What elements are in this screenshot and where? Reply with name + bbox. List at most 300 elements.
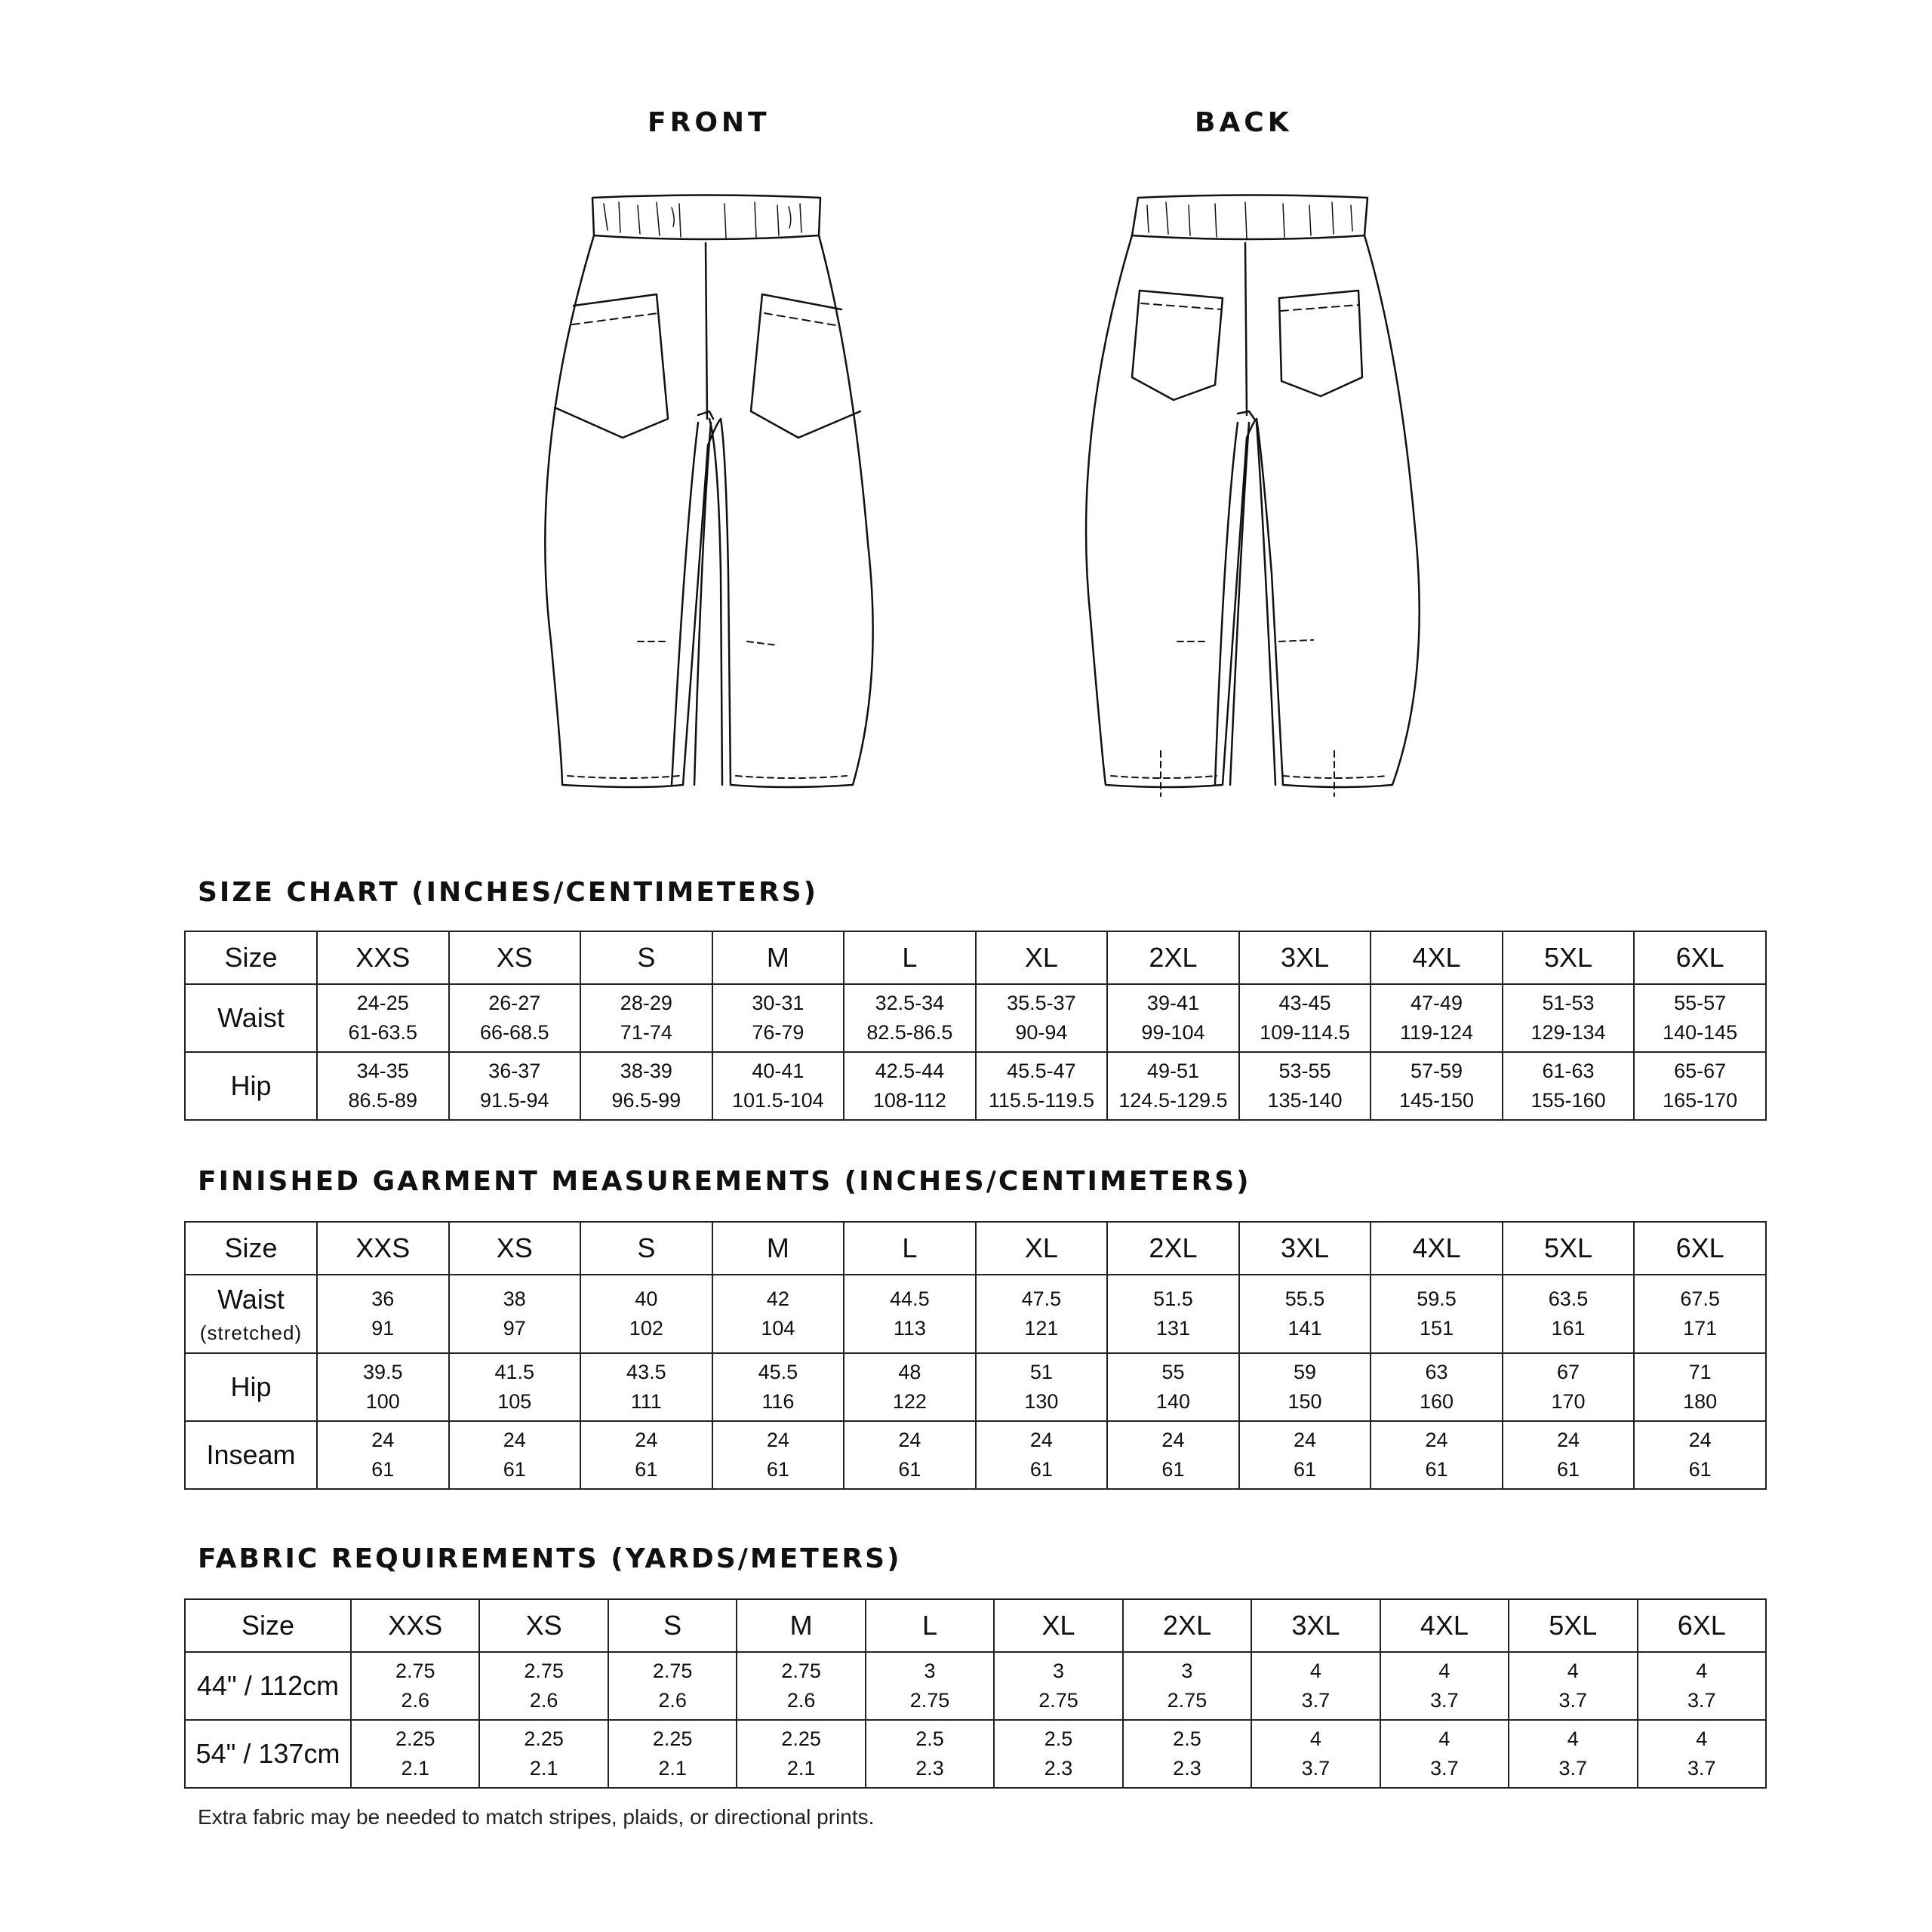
table-row [185,1353,1766,1421]
size-header-cell: Size [185,1222,317,1275]
value-cell [608,1720,737,1788]
value-primary: 45.5-47 [1007,1059,1076,1082]
size-column-header: XS [479,1599,608,1652]
size-column-header: 5XL [1509,1599,1637,1652]
value-cell [844,1275,976,1353]
value-primary: 3 [924,1659,936,1682]
value-cell [994,1720,1122,1788]
value-secondary: 109-114.5 [1260,1021,1350,1044]
fabric-requirements-table [184,1598,1767,1789]
row-label [185,1421,317,1489]
value-primary: 2.5 [915,1727,944,1750]
value-cell [1251,1720,1380,1788]
value-secondary: 90-94 [1015,1021,1068,1044]
value-secondary: 145-150 [1398,1089,1475,1112]
value-cell [976,1421,1108,1489]
row-label-text: Hip [230,1069,272,1101]
value-primary: 36 [371,1287,395,1310]
value-secondary: 2.3 [915,1757,944,1780]
value-secondary: 2.6 [658,1689,687,1712]
value-cell [712,1353,844,1421]
value-secondary: 3.7 [1687,1689,1716,1712]
value-cell [1509,1720,1637,1788]
size-column-header: 6XL [1634,1222,1766,1275]
value-cell [712,1421,844,1489]
value-secondary: 2.75 [1038,1689,1078,1712]
value-cell [580,1052,712,1120]
value-primary: 2.75 [652,1659,693,1682]
value-secondary: 2.1 [401,1757,429,1780]
value-primary: 4 [1438,1727,1451,1750]
value-primary: 2.5 [1044,1727,1073,1750]
value-secondary: 100 [365,1390,400,1413]
value-cell [994,1652,1122,1720]
row-label [185,1052,317,1120]
back-view-label: BACK [1195,107,1293,138]
value-cell [1634,1353,1766,1421]
value-cell [1251,1652,1380,1720]
size-column-header: 5XL [1503,931,1635,984]
value-secondary: 91.5-94 [480,1089,549,1112]
size-column-header: L [844,1222,976,1275]
value-secondary: 111 [630,1390,662,1413]
value-primary: 24 [766,1428,789,1451]
value-cell [1503,1275,1635,1353]
size-column-header: XL [976,1222,1108,1275]
value-secondary: 91 [371,1317,395,1340]
row-label [185,1652,351,1720]
size-column-header: L [866,1599,994,1652]
value-cell [1371,984,1503,1052]
value-cell [351,1652,479,1720]
value-cell [1239,1052,1371,1120]
value-primary: 39-41 [1146,991,1199,1014]
value-cell [1634,984,1766,1052]
value-primary: 36-37 [488,1059,541,1082]
front-view-label: FRONT [648,107,771,138]
size-column-header: 4XL [1371,1222,1503,1275]
value-primary: 44.5 [890,1287,930,1310]
value-cell [580,1353,712,1421]
value-primary: 2.75 [395,1659,435,1682]
value-primary: 59.5 [1417,1287,1457,1310]
value-primary: 4 [1438,1659,1451,1682]
value-primary: 30-31 [752,991,804,1014]
value-cell [1239,1275,1371,1353]
size-column-header: 4XL [1380,1599,1509,1652]
value-primary: 24 [503,1428,526,1451]
header-row [185,1599,1766,1652]
value-cell [844,1353,976,1421]
header-row [185,931,1766,984]
value-cell [1107,1052,1239,1120]
value-cell [1380,1652,1509,1720]
value-cell [580,984,712,1052]
value-primary: 47-49 [1410,991,1463,1014]
value-secondary: 140-145 [1663,1021,1738,1044]
value-primary: 2.25 [524,1727,564,1750]
value-primary: 38-39 [620,1059,672,1082]
value-secondary: 115.5-119.5 [988,1089,1094,1112]
value-cell [866,1720,994,1788]
size-column-header: XL [994,1599,1122,1652]
value-secondary: 61 [1161,1458,1185,1481]
garment-measurements-title: FINISHED GARMENT MEASUREMENTS (INCHES/CENTIMETERS) [198,1166,1251,1197]
value-secondary: 165-170 [1663,1089,1738,1112]
value-secondary: 3.7 [1558,1757,1588,1780]
value-primary: 43-45 [1278,991,1331,1014]
header-row [185,1222,1766,1275]
size-column-header: 3XL [1251,1599,1380,1652]
value-primary: 4 [1696,1659,1708,1682]
value-secondary: 99-104 [1141,1021,1205,1044]
size-column-header: 5XL [1503,1222,1635,1275]
value-secondary: 113 [893,1317,926,1340]
value-primary: 28-29 [620,991,672,1014]
value-secondary: 97 [503,1317,526,1340]
value-secondary: 2.75 [1167,1689,1208,1712]
value-primary: 59 [1293,1360,1316,1383]
row-label-text: 44" / 112cm [196,1669,340,1701]
size-column-header: L [844,931,976,984]
value-primary: 48 [898,1360,921,1383]
value-cell [1503,1421,1635,1489]
value-secondary: 170 [1551,1390,1586,1413]
size-column-header: XXS [317,931,449,984]
value-cell [449,1052,581,1120]
value-secondary: 61 [1029,1458,1053,1481]
value-secondary: 180 [1683,1390,1718,1413]
table-row [185,1421,1766,1489]
value-primary: 24 [1425,1428,1448,1451]
garment-measurements-table [184,1221,1767,1490]
table-row [185,1652,1766,1720]
value-cell [479,1720,608,1788]
value-primary: 49-51 [1146,1059,1199,1082]
value-primary: 51.5 [1153,1287,1193,1310]
value-primary: 24 [371,1428,395,1451]
value-secondary: 61 [1688,1458,1712,1481]
value-cell [844,984,976,1052]
value-cell [976,1052,1108,1120]
value-cell [712,1052,844,1120]
value-primary: 4 [1309,1727,1321,1750]
value-secondary: 2.3 [1044,1757,1073,1780]
value-secondary: 61 [1557,1458,1580,1481]
value-cell [712,1275,844,1353]
value-cell [449,1421,581,1489]
value-primary: 35.5-37 [1007,991,1076,1014]
value-secondary: 122 [892,1390,927,1413]
value-primary: 42.5-44 [875,1059,945,1082]
value-primary: 2.75 [781,1659,821,1682]
value-secondary: 116 [761,1390,795,1413]
size-column-header: 6XL [1634,931,1766,984]
size-column-header: 6XL [1638,1599,1766,1652]
row-label [185,984,317,1052]
value-secondary: 129-134 [1531,1021,1606,1044]
size-column-header: S [580,1222,712,1275]
size-column-header: 2XL [1107,931,1239,984]
size-column-header: 2XL [1107,1222,1239,1275]
value-primary: 41.5 [494,1360,535,1383]
value-cell [1107,1275,1239,1353]
value-primary: 40 [635,1287,658,1310]
value-secondary: 124.5-129.5 [1118,1089,1228,1112]
size-header-cell: Size [185,1599,351,1652]
value-secondary: 2.1 [786,1757,816,1780]
value-primary: 4 [1567,1727,1579,1750]
size-column-header: XXS [351,1599,479,1652]
size-column-header: 3XL [1239,1222,1371,1275]
size-column-header: S [608,1599,737,1652]
value-secondary: 3.7 [1687,1757,1716,1780]
value-cell [1503,984,1635,1052]
value-cell [1107,1353,1239,1421]
value-secondary: 61 [371,1458,395,1481]
value-secondary: 155-160 [1531,1089,1606,1112]
value-primary: 45.5 [758,1360,798,1383]
value-cell [1371,1353,1503,1421]
value-secondary: 76-79 [752,1021,804,1044]
value-primary: 3 [1181,1659,1193,1682]
value-cell [1371,1052,1503,1120]
pants-flat-drawings [0,0,1932,815]
value-secondary: 171 [1683,1317,1718,1340]
value-cell [976,984,1108,1052]
row-label-text: Waist [217,1284,285,1315]
value-cell [844,1421,976,1489]
value-primary: 2.25 [395,1727,435,1750]
value-secondary: 105 [497,1390,532,1413]
value-secondary: 121 [1024,1317,1059,1340]
value-primary: 2.75 [524,1659,564,1682]
back-pants-drawing [1086,195,1420,797]
value-primary: 34-35 [356,1059,409,1082]
front-pants-drawing [545,195,872,788]
table-row [185,1052,1766,1120]
size-header-cell: Size [185,931,317,984]
value-cell [580,1421,712,1489]
table-row [185,984,1766,1052]
value-cell [1509,1652,1637,1720]
size-column-header: S [580,931,712,984]
value-primary: 4 [1309,1659,1321,1682]
size-chart-title: SIZE CHART (INCHES/CENTIMETERS) [198,877,819,908]
value-secondary: 2.3 [1173,1757,1201,1780]
value-secondary: 3.7 [1558,1689,1588,1712]
value-primary: 3 [1052,1659,1064,1682]
value-cell [1634,1052,1766,1120]
value-primary: 55 [1161,1360,1185,1383]
size-column-header: 2XL [1123,1599,1251,1652]
row-label-text: Inseam [206,1438,296,1470]
value-secondary: 119-124 [1399,1021,1474,1044]
value-primary: 47.5 [1021,1287,1062,1310]
value-cell [1239,1353,1371,1421]
value-primary: 24 [1293,1428,1316,1451]
value-primary: 65-67 [1674,1059,1727,1082]
fabric-requirements-title: FABRIC REQUIREMENTS (YARDS/METERS) [198,1543,902,1574]
value-secondary: 151 [1419,1317,1454,1340]
value-cell [976,1275,1108,1353]
value-cell [1634,1275,1766,1353]
value-cell [1123,1652,1251,1720]
value-cell [737,1720,865,1788]
value-secondary: 3.7 [1430,1757,1459,1780]
value-secondary: 131 [1155,1317,1190,1340]
value-cell [737,1652,865,1720]
value-primary: 55.5 [1284,1287,1325,1310]
value-secondary: 140 [1155,1390,1190,1413]
value-secondary: 141 [1287,1317,1322,1340]
value-secondary: 130 [1024,1390,1059,1413]
value-primary: 61-63 [1542,1059,1595,1082]
value-cell [317,1421,449,1489]
value-cell [1503,1052,1635,1120]
value-cell [844,1052,976,1120]
value-secondary: 160 [1419,1390,1454,1413]
value-secondary: 86.5-89 [348,1089,418,1112]
value-cell [351,1720,479,1788]
value-primary: 63.5 [1548,1287,1589,1310]
value-cell [1371,1275,1503,1353]
value-primary: 71 [1688,1360,1712,1383]
size-chart-table [184,931,1767,1121]
value-secondary: 2.6 [401,1689,429,1712]
value-secondary: 161 [1551,1317,1586,1340]
row-label-text: 54" / 137cm [195,1737,340,1769]
value-primary: 4 [1567,1659,1579,1682]
value-primary: 51 [1029,1360,1053,1383]
value-cell [580,1275,712,1353]
value-secondary: 66-68.5 [480,1021,549,1044]
value-cell [1638,1720,1766,1788]
value-primary: 24 [1688,1428,1712,1451]
value-primary: 67 [1557,1360,1580,1383]
value-primary: 24 [1557,1428,1580,1451]
value-cell [1239,984,1371,1052]
size-column-header: 3XL [1239,931,1371,984]
value-secondary: 104 [761,1317,795,1340]
value-primary: 38 [503,1287,526,1310]
value-secondary: 61 [1293,1458,1316,1481]
value-cell [866,1652,994,1720]
value-primary: 26-27 [488,991,541,1014]
row-label-text: Waist [217,1001,285,1033]
value-primary: 55-57 [1674,991,1727,1014]
value-secondary: 61 [503,1458,526,1481]
value-primary: 24 [1029,1428,1053,1451]
value-primary: 2.5 [1173,1727,1201,1750]
value-primary: 24 [898,1428,921,1451]
row-label [185,1720,351,1788]
table-row [185,1275,1766,1353]
value-cell [1380,1720,1509,1788]
value-secondary: 61 [766,1458,789,1481]
value-secondary: 61-63.5 [348,1021,418,1044]
value-primary: 2.25 [781,1727,821,1750]
value-secondary: 2.6 [786,1689,816,1712]
value-primary: 24 [635,1428,658,1451]
value-cell [1638,1652,1766,1720]
value-secondary: 3.7 [1301,1757,1331,1780]
value-secondary: 135-140 [1267,1089,1343,1112]
size-column-header: M [737,1599,865,1652]
value-secondary: 101.5-104 [732,1089,824,1112]
value-secondary: 2.1 [529,1757,558,1780]
value-cell [449,1275,581,1353]
value-secondary: 3.7 [1430,1689,1459,1712]
value-secondary: 61 [1425,1458,1448,1481]
value-secondary: 108-112 [872,1089,946,1112]
value-secondary: 150 [1287,1390,1322,1413]
value-primary: 51-53 [1542,991,1595,1014]
value-primary: 53-55 [1278,1059,1331,1082]
value-primary: 67.5 [1680,1287,1720,1310]
value-secondary: 96.5-99 [611,1089,681,1112]
value-secondary: 2.75 [909,1689,950,1712]
value-cell [976,1353,1108,1421]
value-secondary: 102 [629,1317,663,1340]
value-cell [449,984,581,1052]
value-secondary: 61 [898,1458,921,1481]
value-cell [479,1652,608,1720]
size-column-header: XS [449,931,581,984]
row-sublabel-text: (stretched) [199,1321,303,1345]
value-cell [1239,1421,1371,1489]
value-primary: 4 [1696,1727,1708,1750]
value-primary: 57-59 [1410,1059,1463,1082]
value-primary: 2.25 [652,1727,693,1750]
size-column-header: M [712,931,844,984]
value-secondary: 61 [635,1458,658,1481]
table-row [185,1720,1766,1788]
row-label-text: Hip [230,1371,272,1402]
size-column-header: M [712,1222,844,1275]
value-cell [712,984,844,1052]
value-primary: 43.5 [626,1360,666,1383]
value-secondary: 2.1 [658,1757,687,1780]
value-primary: 63 [1425,1360,1448,1383]
value-secondary: 71-74 [620,1021,672,1044]
value-primary: 24 [1161,1428,1185,1451]
size-column-header: XXS [317,1222,449,1275]
row-label [185,1275,317,1353]
value-secondary: 82.5-86.5 [866,1021,953,1044]
value-cell [1123,1720,1251,1788]
value-cell [1107,1421,1239,1489]
value-cell [317,1052,449,1120]
value-primary: 39.5 [362,1360,403,1383]
size-column-header: 4XL [1371,931,1503,984]
value-primary: 42 [766,1287,789,1310]
value-cell [1371,1421,1503,1489]
row-label [185,1353,317,1421]
value-cell [1503,1353,1635,1421]
value-cell [317,1353,449,1421]
fabric-note: Extra fabric may be needed to match stripes, plaids, or directional prints. [198,1805,875,1829]
value-cell [317,1275,449,1353]
value-cell [1107,984,1239,1052]
value-primary: 32.5-34 [875,991,945,1014]
size-column-header: XL [976,931,1108,984]
value-cell [449,1353,581,1421]
value-cell [608,1652,737,1720]
value-cell [1634,1421,1766,1489]
value-cell [317,984,449,1052]
value-primary: 40-41 [752,1059,804,1082]
